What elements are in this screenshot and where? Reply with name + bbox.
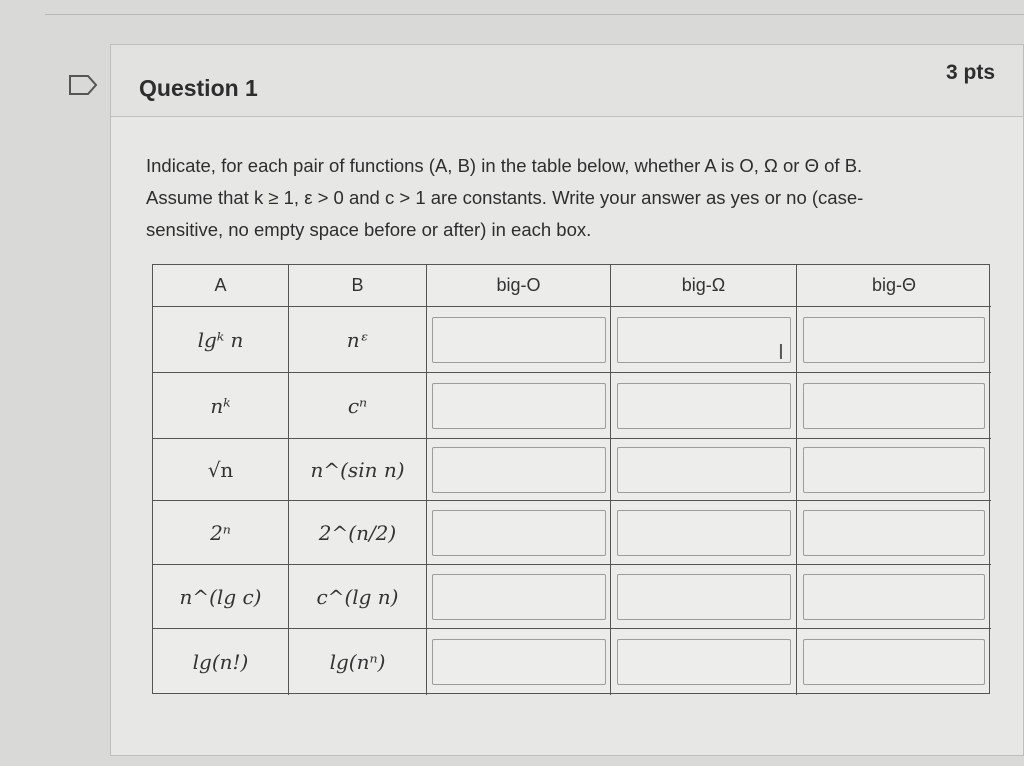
header-big-o: big-O xyxy=(427,265,611,307)
row-4-big-o-input[interactable] xyxy=(432,510,606,556)
function-a-label: 2ⁿ xyxy=(210,520,231,545)
row-4-big-theta-cell xyxy=(797,501,991,565)
flag-question-icon[interactable] xyxy=(68,74,98,96)
answer-table xyxy=(152,264,990,694)
row-6-big-theta-cell xyxy=(797,629,991,695)
row-4-big-o-cell xyxy=(427,501,611,565)
header-big-omega: big-Ω xyxy=(611,265,797,307)
row-5-big-o-cell xyxy=(427,565,611,629)
row-1-big-theta-input[interactable] xyxy=(803,317,985,363)
row-5-big-theta-input[interactable] xyxy=(803,574,985,620)
instructions-line-3: sensitive, no empty space before or after) in each box. xyxy=(146,219,592,240)
row-5-big-omega-cell xyxy=(611,565,797,629)
row-2-big-theta-input[interactable] xyxy=(803,383,985,429)
row-2-function-a xyxy=(153,373,289,439)
row-6-function-a xyxy=(153,629,289,695)
function-a-label: √n xyxy=(207,457,234,482)
function-b-label: c^(lg n) xyxy=(316,584,399,609)
function-b-label: 2^(n/2) xyxy=(318,520,397,545)
row-2-function-b xyxy=(289,373,427,439)
row-3-big-theta-input[interactable] xyxy=(803,447,985,493)
text-cursor-icon: Ι xyxy=(778,340,784,364)
row-6-big-o-input[interactable] xyxy=(432,639,606,685)
question-points: 3 pts xyxy=(945,61,995,84)
function-b-label: cⁿ xyxy=(347,393,368,418)
row-1-big-omega-input[interactable] xyxy=(617,317,791,363)
row-6-big-theta-input[interactable] xyxy=(803,639,985,685)
row-1-big-omega-cell xyxy=(611,307,797,373)
row-2-big-omega-input[interactable] xyxy=(617,383,791,429)
question-header xyxy=(111,45,1023,117)
row-3-big-o-input[interactable] xyxy=(432,447,606,493)
function-a-label: lg(n!) xyxy=(192,650,249,674)
function-a-label: lgᵏ n xyxy=(197,327,244,352)
row-5-big-o-input[interactable] xyxy=(432,574,606,620)
function-a-label: nᵏ xyxy=(210,393,231,418)
header-a: A xyxy=(153,265,289,307)
row-6-big-o-cell xyxy=(427,629,611,695)
function-a-label: n^(lg c) xyxy=(179,584,262,609)
row-2-big-omega-cell xyxy=(611,373,797,439)
row-3-big-theta-cell xyxy=(797,439,991,501)
function-b-label: n^(sin n) xyxy=(310,457,405,482)
row-3-big-o-cell xyxy=(427,439,611,501)
row-6-big-omega-input[interactable] xyxy=(617,639,791,685)
question-title: Question 1 xyxy=(139,75,258,101)
instructions-line-1: Indicate, for each pair of functions (A, B) in the table below, whether A is O, Ω or Θ of B. xyxy=(146,155,863,176)
row-2-big-o-input[interactable] xyxy=(432,383,606,429)
row-3-function-a xyxy=(153,439,289,501)
row-1-big-o-input[interactable] xyxy=(432,317,606,363)
row-6-big-omega-cell xyxy=(611,629,797,695)
instructions-line-2: Assume that k ≥ 1, ε > 0 and c > 1 are constants. Write your answer as yes or no (case- xyxy=(146,187,864,208)
header-big-theta: big-Θ xyxy=(797,265,991,307)
row-2-big-theta-cell xyxy=(797,373,991,439)
row-3-function-b xyxy=(289,439,427,501)
row-5-function-b xyxy=(289,565,427,629)
row-5-big-theta-cell xyxy=(797,565,991,629)
row-1-function-a xyxy=(153,307,289,373)
row-4-big-omega-input[interactable] xyxy=(617,510,791,556)
row-2-big-o-cell xyxy=(427,373,611,439)
row-1-function-b xyxy=(289,307,427,373)
question-instructions xyxy=(146,150,966,246)
function-b-label: lg(nⁿ) xyxy=(329,650,386,674)
header-b: B xyxy=(289,265,427,307)
row-1-big-o-cell xyxy=(427,307,611,373)
row-4-function-b xyxy=(289,501,427,565)
row-5-function-a xyxy=(153,565,289,629)
row-5-big-omega-input[interactable] xyxy=(617,574,791,620)
row-3-big-omega-input[interactable] xyxy=(617,447,791,493)
row-4-function-a xyxy=(153,501,289,565)
top-divider xyxy=(45,14,1024,15)
row-1-big-theta-cell xyxy=(797,307,991,373)
row-6-function-b xyxy=(289,629,427,695)
row-4-big-omega-cell xyxy=(611,501,797,565)
row-4-big-theta-input[interactable] xyxy=(803,510,985,556)
row-3-big-omega-cell xyxy=(611,439,797,501)
function-b-label: nᵋ xyxy=(346,327,369,352)
